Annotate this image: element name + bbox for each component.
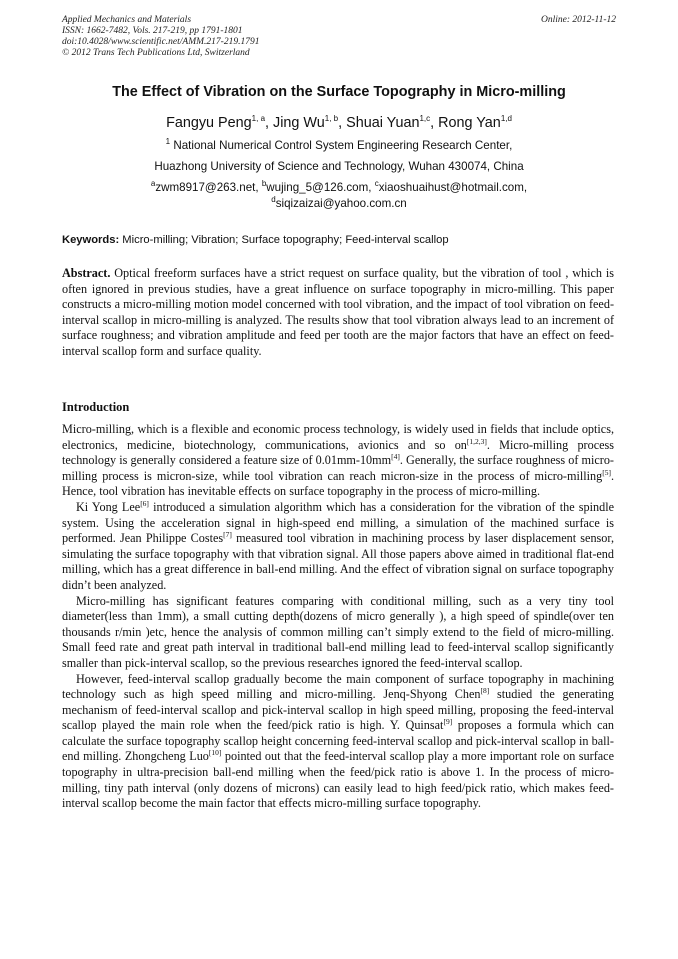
journal-header [62,15,259,59]
paragraph-text: . Micro-milling process technology is generally considered a feature size of 0.01mm-10mm [62,437,614,468]
paragraph-text: Micro-milling has significant features comparing with conditional milling, such as a very tiny tool diameter(less than 1mm), a small cutting depth(dozens of micro generally ), a high speed of spindle(over ten thousands r/min )etc, hence the analysis of common milling can’t simply extend to the field of micro-milling. Small feed rate and great path interval in traditional ball-end milling lead to feed-interval scallop significantly smaller than pick-interval scallop, so the previous researches ignored the feed-interval scallop. [62,593,614,670]
author-name: Fangyu Peng [166,115,252,131]
paragraph-text: pointed out that the feed-interval scallop play a more important role on surface topography in ultra-precision ball-end milling when the feed/pick ratio is above 1. In the process of micro-milling, tiny path interval (only dozens of microns) can easily lead to high feed/pick ratio, which makes feed-interval scallop become the main factor that effects micro-milling surface topography. [62,749,614,811]
paragraph-text: Micro-milling, which is a flexible and economic process technology, is widely used in fields that include optics, electronics, medicine, biotechnology, communications, avionics and so on [62,422,614,452]
abstract [62,266,614,360]
citation[interactable]: [6] [140,498,149,508]
author-affil-mark: 1,d [500,114,512,124]
copyright-line: © 2012 Trans Tech Publications Ltd, Switzerland [62,48,250,58]
paragraph-text: measured tool vibration in machining process by laser displacement sensor, simulating the surface topography with that vibration signal. All those papers above aimed in traditional flat-end milling, which has a great difference in ball-end milling. And the effect of vibration signal on surface topography didn’t been analyzed. [62,531,615,592]
citation[interactable]: [10] [208,748,222,758]
paragraph [62,594,614,672]
email-mark: c [374,179,379,189]
section-heading-introduction: Introduction [62,400,130,414]
author-affil-mark: 1, b [324,114,339,124]
paragraph [62,500,614,594]
author-name: Shuai Yuan [346,115,420,131]
email-mark: a [150,179,156,189]
author-name: Rong Yan [438,115,501,131]
email-c[interactable]: xiaoshuaihust@hotmail.com, [378,181,528,194]
affiliation-text-1: National Numerical Control System Engineering Research Center, [170,139,513,152]
email-line-1 [62,181,616,195]
keywords-label: Keywords: [62,234,120,246]
affiliation-mark: 1 [165,137,171,147]
email-mark: d [271,195,276,205]
citation[interactable]: [7] [223,530,232,540]
journal-name: Applied Mechanics and Materials [62,15,192,25]
paragraph [62,672,614,812]
author-affil-mark: 1,c [419,114,431,124]
affiliation-line-2: Huazhong University of Science and Technology, Wuhan 430074, China [154,160,524,173]
citation[interactable]: [1,2,3] [466,436,487,446]
citation[interactable]: [5] [602,467,611,477]
paragraph-text: Ki Yong Lee [76,499,141,514]
paragraph-text: . Generally, the surface roughness of micro-milling process is micron-size, while tool vibration can reach micron-size in the process of micro-milling [62,453,614,483]
online-date: Online: 2012-11-12 [540,15,616,25]
paragraph-text: introduced a simulation algorithm which has a consideration for the vibration of the spindle system. Using the acceleration signal in high-speed end milling, a simulation of the machined surface is performed. Jean Philippe Costes [62,499,614,546]
citation[interactable]: [4] [391,452,400,462]
author-list [62,114,616,132]
doi-line[interactable]: doi:10.4028/www.scientific.net/AMM.217-219.1791 [62,37,260,47]
author-name: Jing Wu [273,115,325,131]
email-d[interactable]: siqizaizai@yahoo.com.cn [275,197,407,210]
paragraph-text: proposes a formula which can calculate the surface topography scallop height concerning feed-interval scallop and pick-interval scallop in ball-end milling. Zhongcheng Luo [62,718,615,764]
author-affil-mark: 1, a [251,114,266,124]
abstract-text: Optical freeform surfaces have a strict request on surface quality, but the vibration of tool , which is often ignored in previous studies, have a great influence on surface topography in micro-milling. This paper constructs a micro-milling motion model concerned with tool vibration, and the impact of tool vibration on feed-interval scallop in micro-milling is analyzed. The results show that tool vibration always lead to an increment of surface roughness; and vibration amplitude and feed per tooth are the major factors that have an effect on feed-interval scallop form and surface quality. [62,266,614,358]
paragraph-text: However, feed-interval scallop gradually become the main component of surface topography in machining technology such as high speed milling and micro-milling. Jenq-Shyong Chen [62,671,614,702]
paragraph-text: studied the generating mechanism of feed-interval scallop and pick-interval scallop in high speed milling, proposing the feed-interval scallop played the main role when the feed/pick ratio is high. Y. Quinsat [62,687,614,733]
citation[interactable]: [8] [480,686,490,696]
paragraph [62,422,614,500]
author-separator: , [338,115,347,131]
email-mark: b [261,179,267,189]
paragraph-text: . Hence, tool vibration has inevitable effects on surface topography in the process of micro-milling. [62,468,614,499]
keywords [62,233,616,247]
affiliation-line-1 [62,139,616,153]
paper-title: The Effect of Vibration on the Surface Topography in Micro-milling [112,84,566,100]
issn-line: ISSN: 1662-7482, Vols. 217-219, pp 1791-1801 [62,26,243,36]
keywords-text: Micro-milling; Vibration; Surface topography; Feed-interval scallop [119,234,449,246]
introduction-body [62,422,614,812]
citation[interactable]: [9] [443,717,453,727]
author-separator: , [430,115,439,131]
email-b[interactable]: wujing_5@126.com, [266,181,375,194]
abstract-label: Abstract. [62,266,111,280]
email-line-2 [62,197,616,211]
email-a[interactable]: zwm8917@263.net, [155,181,262,194]
author-separator: , [265,115,274,131]
